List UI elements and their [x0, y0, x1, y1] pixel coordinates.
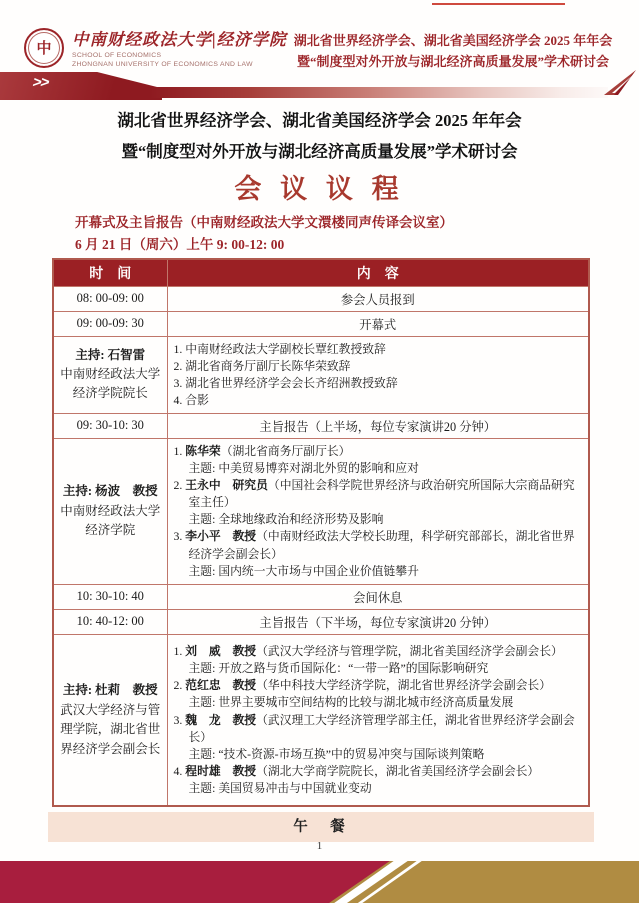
session-info: [75, 212, 453, 257]
session-datetime-line: 6 月 21 日（周六）上午 9: 00-12: 00: [75, 237, 285, 253]
host-cell: [53, 438, 167, 584]
item-text: （湖北大学商学院院长，湖北省美国经济学会副会长）: [256, 763, 540, 778]
time-cell: 10: 30-10: 40: [53, 584, 167, 609]
agenda-row: [53, 413, 589, 438]
university-logo: [24, 26, 287, 70]
time-cell: 08: 00-09: 00: [53, 286, 167, 311]
speaker-name: 魏 龙 教授: [185, 712, 257, 727]
item-theme: 主题: 全球地缘政治和经济形势及影响: [188, 512, 384, 527]
item-number: 3.: [173, 712, 186, 727]
item-number: 1.: [173, 644, 186, 659]
logo-en-name: [72, 52, 287, 70]
item-number: 4.: [173, 763, 186, 778]
page-number: 1: [316, 840, 323, 852]
time-cell: 09: 30-10: 30: [53, 413, 167, 438]
item-number: 3.: [173, 529, 186, 544]
speaker-name: 李小平 教授: [185, 529, 257, 544]
host-affiliation: 理学院，湖北省世: [60, 722, 161, 737]
page-title: [0, 105, 639, 168]
lunch-row: 午 餐: [48, 812, 594, 842]
item-number: 1.: [173, 341, 186, 356]
item-text: （华中科技大学经济学院，湖北省世界经济学会副会长）: [256, 678, 552, 693]
agenda-table-head: [53, 259, 589, 286]
agenda-heading: 会 议 议 程: [234, 174, 405, 204]
logo-text-block: [72, 26, 287, 70]
conference-name-line2: 暨“制度型对外开放与湖北经济高质量发展”学术研讨会: [296, 54, 609, 70]
agenda-item: [174, 677, 584, 694]
item-text: （武汉理工大学经济管理学部主任，湖北省世界经济学会副会长）: [188, 712, 575, 744]
item-theme: 主题: 中美贸易博弈对湖北外贸的影响和应对: [188, 461, 419, 476]
speaker-name: 范红忠 教授: [185, 678, 257, 693]
agenda-item: [174, 712, 584, 746]
items-cell: [167, 336, 589, 413]
agenda-item: [174, 443, 584, 460]
items-cell: [167, 634, 589, 806]
item-number: 4.: [173, 392, 186, 407]
agenda-row: [53, 609, 589, 634]
item-theme: 主题: 开放之路与货币国际化：“一带一路”的国际影响研究: [188, 661, 489, 676]
host-affiliation: 界经济学会副会长: [60, 741, 161, 756]
banner-red-shape: [0, 72, 162, 100]
agenda-row: [53, 634, 589, 806]
agenda-content: [48, 258, 594, 842]
content-cell: 主旨报告（下半场，每位专家演讲20 分钟）: [167, 609, 589, 634]
agenda-item: [174, 477, 584, 511]
item-text: 中南财经政法大学副校长覃红教授致辞: [185, 341, 386, 356]
page-title-line1: 湖北省世界经济学会、湖北省美国经济学会 2025 年年会: [117, 111, 522, 130]
logo-cn-name: 中南财经政法大学|经济学院: [72, 30, 287, 49]
agenda-item: [174, 392, 584, 409]
agenda-row: [53, 438, 589, 584]
agenda-item: [174, 375, 584, 392]
speaker-name: 刘 威 教授: [185, 644, 257, 659]
page-title-line2: 暨“制度型对外开放与湖北经济高质量发展”学术研讨会: [121, 142, 518, 162]
host-cell: [53, 336, 167, 413]
agenda-table-body: [53, 286, 589, 806]
item-number: 3.: [173, 375, 186, 390]
agenda-item: [174, 358, 584, 375]
content-column-header: 内 容: [167, 259, 589, 286]
item-number: 2.: [173, 478, 186, 493]
host-cell: [53, 634, 167, 806]
paper-plane-icon: [604, 70, 636, 98]
item-text: （中南财经政法大学校长助理，科学研究部部长，湖北省世界经济学会副会长）: [188, 529, 575, 561]
session-location-line: 开幕式及主旨报告（中南财经政法大学文澴楼同声传译会议室）: [75, 215, 453, 230]
content-cell: 开幕式: [167, 311, 589, 336]
host-name: 主持: 石智雷: [75, 347, 146, 362]
item-theme: 主题: 世界主要城市空间结构的比较与湖北城市经济高质量发展: [188, 695, 514, 710]
item-text: （中国社会科学院世界经济与政治研究所国际大宗商品研究室主任）: [188, 478, 575, 510]
time-cell: 09: 00-09: 30: [53, 311, 167, 336]
logo-en-line1: SCHOOL OF ECONOMICS: [72, 52, 162, 59]
item-text: （湖北省商务厅副厅长）: [220, 444, 351, 458]
item-theme: 主题: 国内统一大市场与中国企业价值链攀升: [188, 563, 419, 578]
host-affiliation: 经济学院院长: [72, 386, 148, 401]
agenda-table: [52, 258, 590, 807]
host-affiliation: 武汉大学经济与管: [60, 702, 161, 717]
item-number: 2.: [173, 358, 186, 373]
conference-name-line1: 湖北省世界经济学会、湖北省美国经济学会 2025 年年会: [293, 33, 613, 48]
content-cell: 主旨报告（上半场，每位专家演讲20 分钟）: [167, 413, 589, 438]
time-column-header: 时 间: [53, 259, 167, 286]
time-cell: 10: 40-12: 00: [53, 609, 167, 634]
speaker-name: 王永中 研究员: [185, 478, 268, 493]
content-cell: 参会人员报到: [167, 286, 589, 311]
logo-en-line2: ZHONGNAN UNIVERSITY OF ECONOMICS AND LAW: [72, 60, 253, 68]
agenda-item: [174, 763, 584, 780]
speaker-name: 陈华荣: [185, 444, 221, 458]
item-text: 湖北省商务厅副厅长陈华荣致辞: [185, 358, 351, 373]
content-cell: 会间休息: [167, 584, 589, 609]
speaker-name: 程时雄 教授: [185, 763, 257, 778]
university-seal-icon: 中: [24, 28, 64, 68]
item-theme: 主题: “技术-资源-市场互换”中的贸易冲突与国际谈判策略: [188, 746, 485, 761]
agenda-row: [53, 584, 589, 609]
item-number: 2.: [173, 678, 186, 693]
agenda-item: [174, 528, 584, 562]
host-name: 主持: 杜莉 教授: [62, 683, 158, 698]
item-text: （武汉大学经济与管理学院，湖北省美国经济学会副会长）: [256, 644, 563, 659]
agenda-row: [53, 286, 589, 311]
host-affiliation: 经济学院: [85, 523, 136, 538]
item-theme: 主题: 美国贸易冲击与中国就业变动: [188, 780, 372, 795]
items-cell: [167, 438, 589, 584]
item-number: 1.: [173, 444, 186, 458]
chevrons-icon: >>: [31, 74, 51, 91]
item-text: 湖北省世界经济学会会长齐绍洲教授致辞: [185, 375, 398, 390]
host-name: 主持: 杨波 教授: [62, 484, 158, 499]
agenda-row: [53, 311, 589, 336]
banner-gradient-bar: [150, 87, 608, 98]
top-edge-mark: [432, 3, 565, 5]
agenda-item: [174, 341, 584, 358]
conference-name-header: [270, 30, 636, 73]
host-affiliation: 中南财经政法大学: [60, 503, 161, 518]
agenda-row: [53, 336, 589, 413]
footer-band: [0, 861, 639, 903]
header-row: [53, 259, 589, 286]
host-affiliation: 中南财经政法大学: [60, 367, 161, 381]
item-text: 合影: [185, 392, 209, 407]
footer-crimson-shape: [0, 861, 639, 903]
agenda-item: [174, 643, 584, 660]
